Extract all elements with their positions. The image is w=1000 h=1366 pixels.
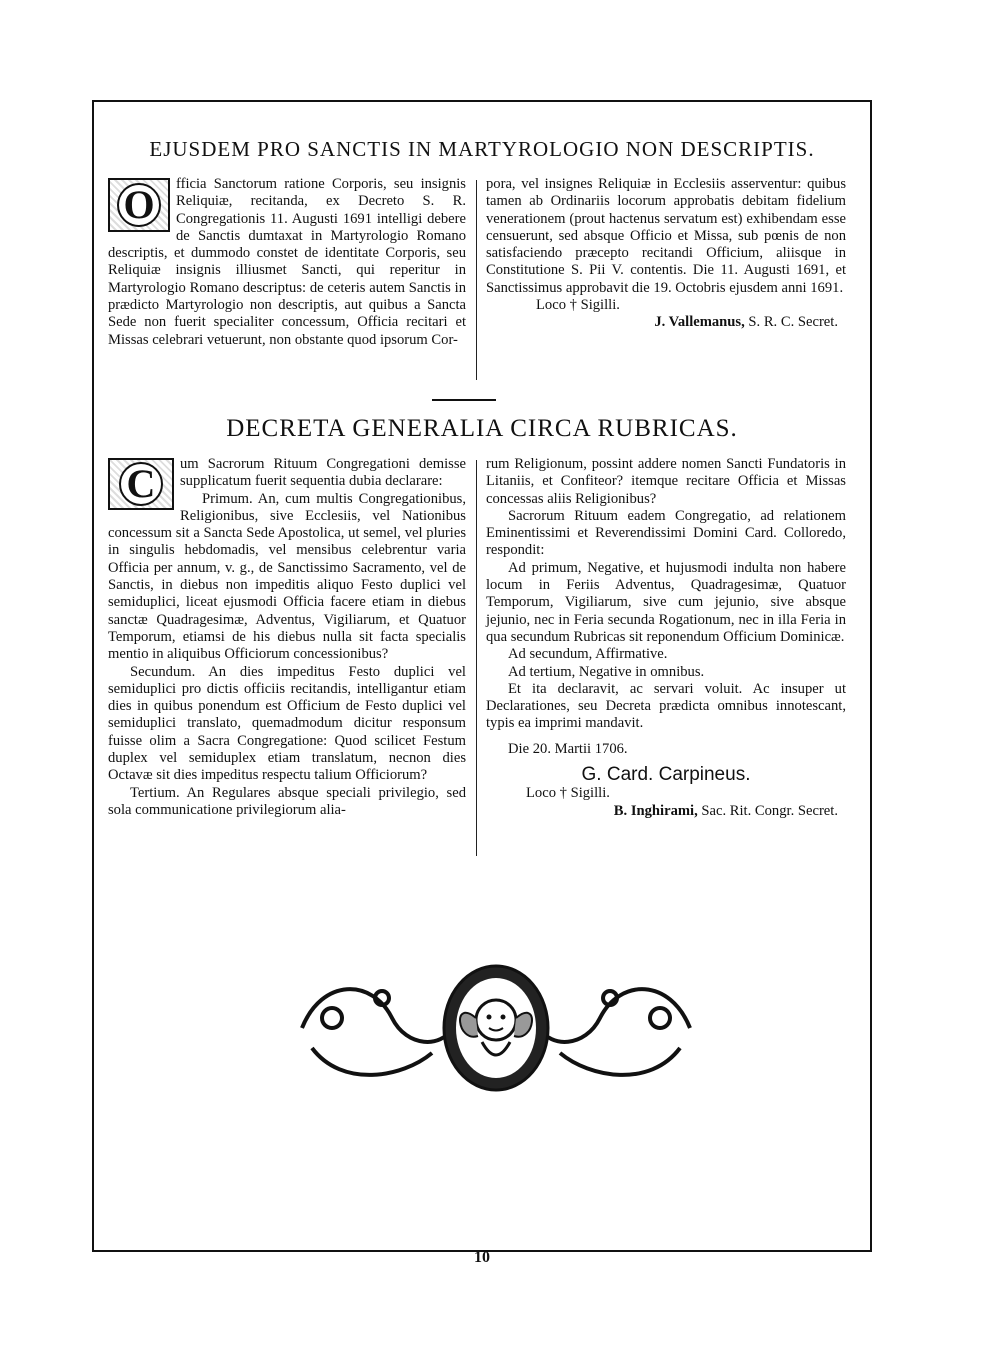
section2-right-p1: rum Religionum, possint addere nomen Sancti Fundatoris in Litaniis, et Confiteor? itemque recitare Officia et Missas concessas aliis Religionibus?: [486, 456, 846, 507]
section2-date: Die 20. Martii 1706.: [508, 740, 628, 757]
page-number: 10: [474, 1249, 490, 1266]
section2-intro: um Sacrorum Rituum Congregationi demisse supplicatum fuerit sequentia dubia declarare:: [180, 456, 466, 490]
cherub-ornament-icon: [292, 958, 700, 1098]
signature-title: S. R. C. Secret.: [748, 314, 838, 331]
section2-title: DECRETA GENERALIA CIRCA RUBRICAS.: [226, 415, 738, 442]
dropcap-c: [108, 458, 174, 510]
section2-right-p5: Ad tertium, Negative in omnibus.: [508, 663, 705, 680]
section1-left-column: [108, 176, 466, 349]
section2-right-p3: Ad primum, Negative, et hujusmodi indulta non habere locum in Feriis Adventus, Quadragesimæ, Quatuor Temporum, Vigiliarum, sive cum jejunio, sive absque jejunio, nec in Feria secunda Rogationum, nec in illa Feria in qua secundum Rubricas sit reponendum Officium Dominicæ.: [486, 559, 846, 645]
section1-right-column: [486, 176, 846, 332]
dropcap-o: [108, 178, 170, 232]
section1-title: EJUSDEM PRO SANCTIS IN MARTYROLOGIO NON DESCRIPTIS.: [149, 137, 815, 161]
section-separator: [432, 399, 496, 401]
section1-loco: Loco † Sigilli.: [536, 297, 620, 314]
section2-right-p2: Sacrorum Rituum eadem Congregatio, ad relationem Eminentissimi et Reverendissimi Domini Card. Colloredo, respondit:: [486, 507, 846, 559]
section2-primum: Primum. An, cum multis Congregationibus, Religionibus, sive Ecclesiis, vel Nationibus concessum sit a Sancta Sede Apostolica, ut semel, vel pluries in singulis hebdomadis, vel mensibus celebrentur varia Officia per annum, v. g., de Sanctissimo Sacramento, vel de Sanctis, in diebus non impeditis aliquo Festo duplici vel semiduplici, liceat ejusmodi Officia facere etiam in diebus sanctæ Quadragesimæ, Adventus, Vigiliarum, et Quatuor Temporum, etiamsi de his diebus nulla sit facta specialis mentio in aliquibus Officiorum concessionibus?: [108, 490, 466, 663]
section2-right-p4: Ad secundum, Affirmative.: [508, 646, 668, 663]
section2-secundum: Secundum. An dies impeditus Festo duplici vel semiduplici pro dictis officiis recitandis, intelligantur etiam dies in quibus ponendum est Officium de Festo duplici vel semiduplici translato, quemadmodum dicitur responsum fuisse olim a Sacra Congregatione: Quod scilicet Festum duplex vel semiduplex etiam translatum, necnon dies Octavæ sit dies impeditus respectu talium Officiorum?: [108, 663, 466, 784]
signature-title: Sac. Rit. Congr. Secret.: [701, 802, 838, 819]
section2-left-column: [108, 456, 466, 819]
carpineus-signature: G. Card. Carpineus.: [581, 764, 751, 786]
section1-right-text: pora, vel insignes Reliquiæ in Ecclesiis asserventur: quibus tamen ab Ordinariis locorum approbatis debitam fidelium venerationem (prout hactenus servatum est) exhibendam esse censuerunt, sed absque Officio et Missa, sub pœnis de non satisfaciendo præcepto recitandi Officium, aliisque in Constitutione S. Pii V. contentis. Die 11. Augusti 1691, et Sanctissimus approbavit die 19. Octobris ejusdem anni 1691.: [486, 176, 846, 296]
column-divider: [476, 460, 477, 856]
section1-signature: [486, 314, 846, 331]
section1-left-text: fficia Sanctorum ratione Corporis, seu insignis Reliquiæ, recitanda, ex Decreto S. R. Congregationis 11. Augusti 1691 intelligi debere de Sanctis dumtaxat in Martyrologio Romano descriptis, et dummodo constet de identitate Corporis, seu Reliquiæ insignis illiusmet Sancti, qui reperitur in Martyrologio Romano descriptus: de ceteris autem Sanctis in prædicto Martyrologio non descriptis, aut quibus a Sancta Sede non fuerit specialiter concessum, Officia recitari et Missas celebrari vetuerunt, non obstante quod ipsorum Cor-: [108, 176, 466, 348]
signature-name: J. Vallemanus,: [654, 314, 745, 331]
dropcap-letter: C: [119, 462, 163, 506]
section2-signature: [486, 803, 846, 820]
section2-right-column: [486, 456, 846, 820]
section2-loco: Loco † Sigilli.: [526, 785, 610, 802]
section2-tertium: Tertium. An Regulares absque speciali privilegio, sed sola communicatione privilegiorum alia-: [108, 784, 466, 818]
signature-name: B. Inghirami,: [613, 802, 698, 819]
dropcap-letter: O: [117, 183, 161, 227]
section2-right-p6: Et ita declaravit, ac servari voluit. Ac insuper ut Declarationes, seu Decreta prædicta omnibus innotescant, typis ea imprimi mandavit.: [486, 680, 846, 732]
column-divider: [476, 180, 477, 380]
